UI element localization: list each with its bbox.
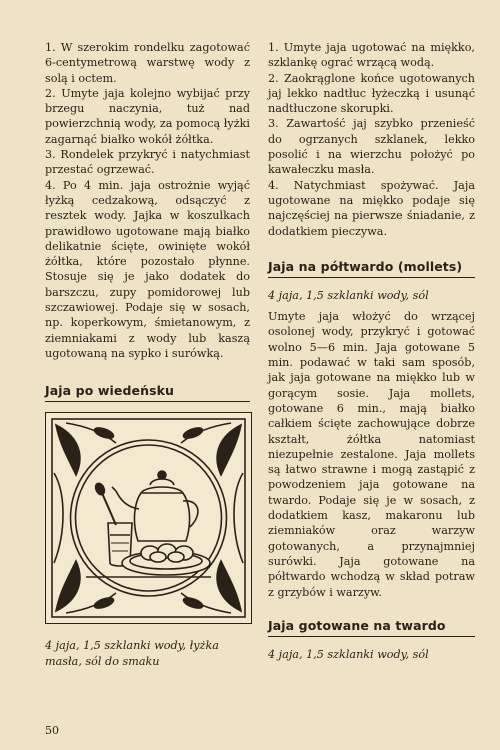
left-step-4: 4. Po 4 min. jaja ostrożnie wyjąć łyżką cedzakową, odsączyć z resztek wody. Jajka w koszulkach prawidłowo ugotowane mają białko delikatnie ścięte, owinięte wokół żółtka, które pozostało płynne. Stosuje się je jako dodatek do barszczu, zupy pomidorowej lub szczawiowej. Podaje się w sosach, np. koperkowym, śmietanowym, z ziemniakami z wody lub kaszą ugotowaną na sypko i surówką. [45, 178, 250, 360]
section4-ingredients: 4 jaja, 1,5 szklanki wody, sól [268, 647, 429, 661]
right-step-4: 4. Natychmiast spożywać. Jaja ugotowane na miękko podaje się najczęściej na pierwsze śniadanie, z dodatkiem pieczywa. [268, 178, 475, 238]
section-title-jaja-po-wiedensku: Jaja po wiedeńsku [45, 383, 250, 402]
illustration-svg [46, 413, 251, 623]
left-step-3: 3. Rondelek przykryć i natychmiast przestać ogrzewać. [45, 148, 250, 177]
section3-ingredients: 4 jaja, 1,5 szklanki wody, sól [268, 288, 429, 302]
section-title-jaja-na-twardo: Jaja gotowane na twardo [268, 618, 475, 637]
section2-ingredients: 4 jaja, 1,5 szklanki wody, łyżka masła, sól do smaku [45, 639, 219, 668]
right-step-2: 2. Zaokrąglone końce ugotowanych jaj lekko nadtłuc łyżeczką i usunąć nadtłuczone skorupki. [268, 71, 475, 116]
right-step-3: 3. Zawartość jaj szybko przenieść do ogrzanych szklanek, lekko posolić i na wierzchu położyć po kawałeczku masła. [268, 117, 475, 177]
right-column [268, 40, 475, 662]
left-column [45, 40, 250, 669]
teapot-egg-cup-plate-icon [45, 412, 252, 624]
section3-text: Umyte jaja włożyć do wrzącej osolonej wody, przykryć i gotować wolno 5—6 min. Jaja gotowane 5 min. podawać w taki sam sposób, jak jaja gotowane na miękko lub w gorącym sosie. Jaja mollets, gotowane 6 min., mają białko całkiem ścięte zachowujące dobrze kształt, żółtka natomiast niezupełnie zestalone. Jaja mollets są łatwo strawne i mogą zastąpić z powodzeniem jaja gotowane na twardo. Podaje się je w sosach, z dodatkiem kasz, makaronu lub ziemniaków oraz warzyw gotowanych, a przynajmniej surówki. Jaja gotowane na półtwardo wchodzą w skład potraw z grzybów i warzyw. [268, 310, 475, 599]
left-step-1: 1. W szerokim rondelku zagotować 6-centymetrową warstwę wody z solą i octem. [45, 41, 250, 85]
section-title-jaja-na-poltwardo: Jaja na półtwardo (mollets) [268, 259, 475, 278]
right-step-1: 1. Umyte jaja ugotować na miękko, szklankę ograć wrzącą wodą. [268, 41, 475, 70]
page-number: 50 [45, 724, 59, 737]
left-step-2: 2. Umyte jaja kolejno wybijać przy brzegu naczynia, tuż nad powierzchnią wody, za pomocą łyżki zagarnąć białko wokół żółtka. [45, 86, 250, 146]
